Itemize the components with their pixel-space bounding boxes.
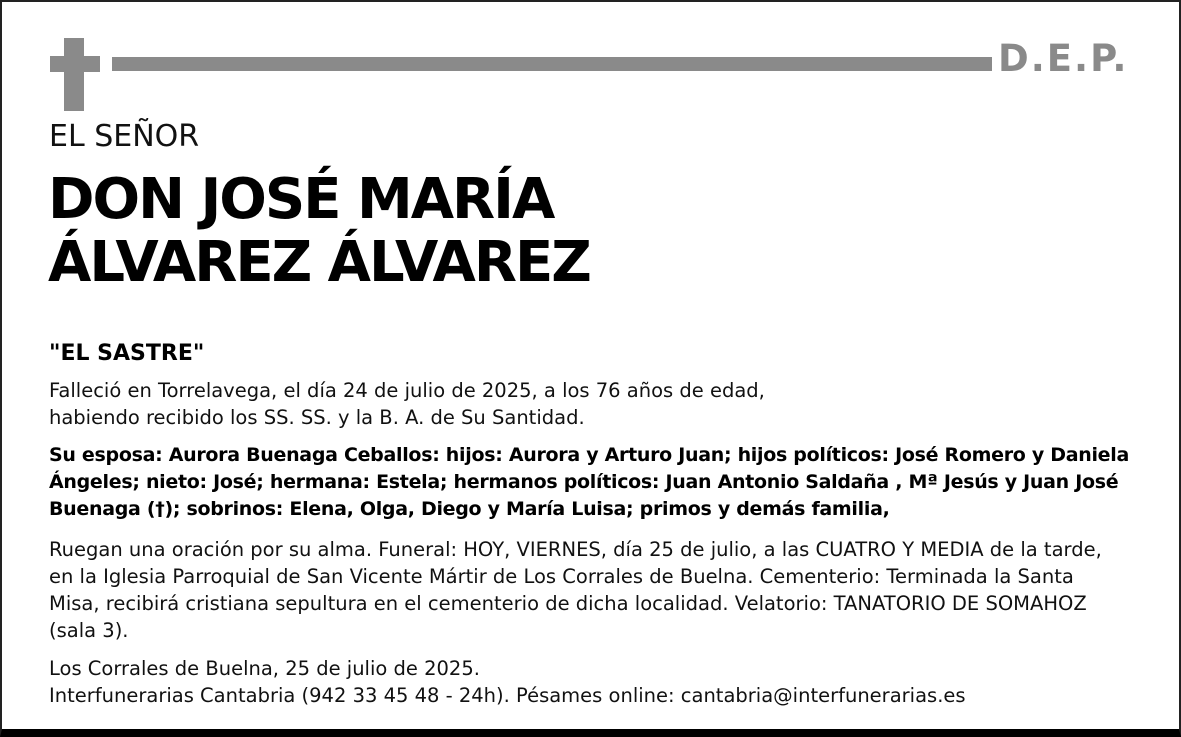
deceased-name — [48, 168, 590, 294]
funeral-line: en la Iglesia Parroquial de San Vicente Mártir de Los Corrales de Buelna. Cementerio: Terminada la Santa — [49, 565, 1074, 588]
funeral-details — [49, 536, 1149, 644]
cross-horizontal-bar — [50, 56, 100, 72]
funeral-line: Misa, recibirá cristiana sepultura en el cementerio de dicha localidad. Velatorio: TANATORIO DE SOMAHOZ — [49, 592, 1087, 615]
death-notice-line: Falleció en Torrelavega, el día 24 de julio de 2025, a los 76 años de edad, — [49, 379, 765, 402]
family-line: Buenaga (†); sobrinos: Elena, Olga, Diego y María Luisa; primos y demás familia, — [49, 498, 890, 520]
footer-contact-line: Interfunerarias Cantabria (942 33 45 48 - 24h). Pésames online: cantabria@interfunerarias.es — [49, 684, 966, 707]
dep-label: D.E.P. — [998, 37, 1129, 80]
name-line-1: DON JOSÉ MARÍA — [48, 167, 554, 232]
nickname: "EL SASTRE" — [49, 341, 205, 366]
funeral-line: (sala 3). — [49, 619, 129, 642]
footer-date-line: Los Corrales de Buelna, 25 de julio de 2025. — [49, 657, 480, 680]
family-list — [49, 442, 1149, 523]
footer — [49, 655, 1149, 709]
cross-vertical-bar — [64, 38, 84, 111]
funeral-line: Ruegan una oración por su alma. Funeral: HOY, VIERNES, día 25 de julio, a las CUATRO Y MEDIA de la tarde, — [49, 538, 1102, 561]
header-rule — [112, 57, 992, 71]
death-notice — [49, 377, 1149, 431]
family-line: Su esposa: Aurora Buenaga Ceballos: hijos: Aurora y Arturo Juan; hijos políticos: José Romero y Daniela — [49, 444, 1130, 466]
name-line-2: ÁLVAREZ ÁLVAREZ — [48, 230, 590, 295]
death-notice-line: habiendo recibido los SS. SS. y la B. A. de Su Santidad. — [49, 406, 585, 429]
family-line: Ángeles; nieto: José; hermana: Estela; hermanos políticos: Juan Antonio Saldaña , Mª Jesús y Juan José — [49, 471, 1119, 493]
salutation: EL SEÑOR — [49, 119, 200, 154]
